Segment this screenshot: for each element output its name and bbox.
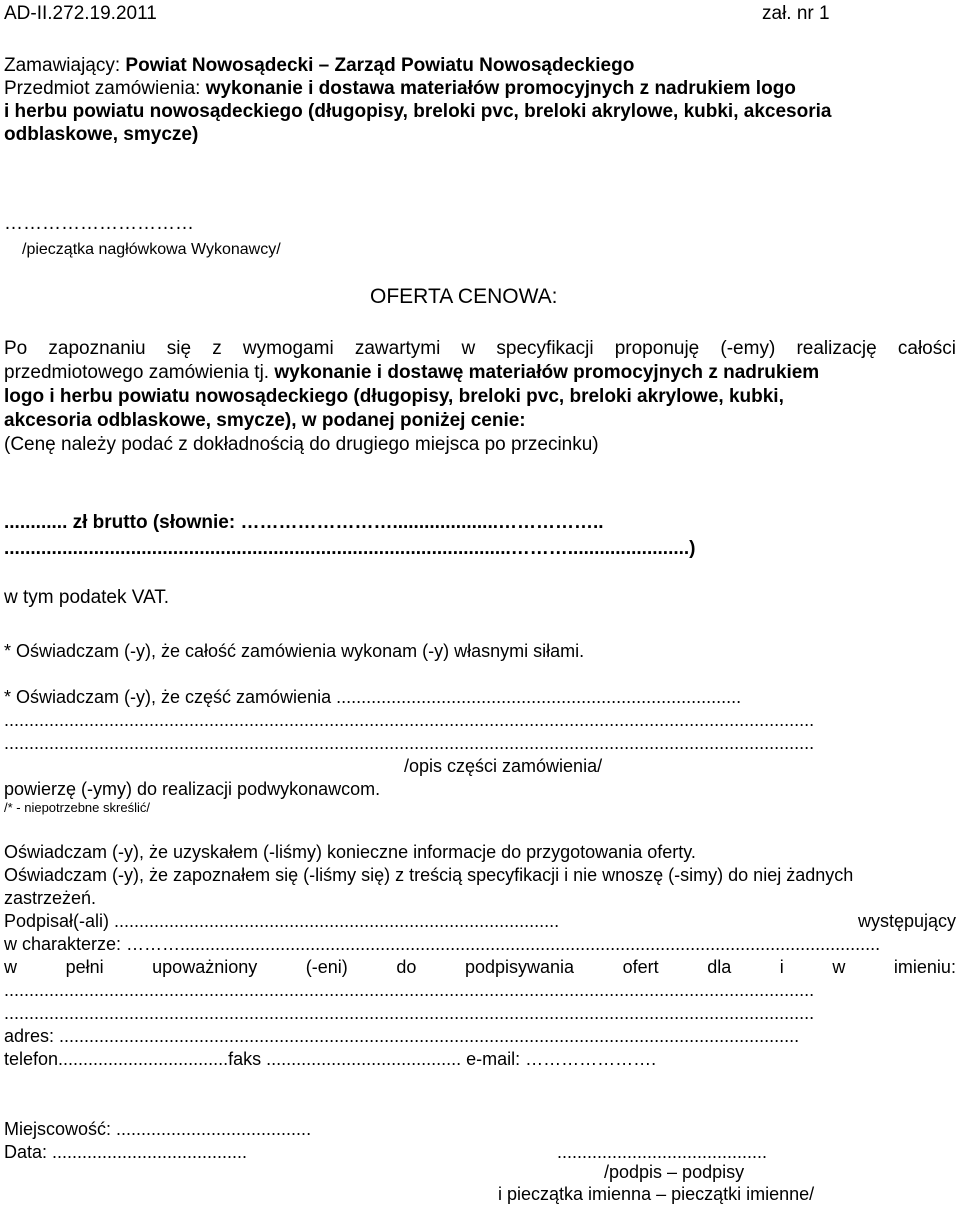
price-line-1: ............ zł brutto (słownie: ……………………....................…………….. — [4, 512, 604, 533]
word: zapoznaniu — [48, 338, 146, 359]
authorized-line — [4, 955, 956, 979]
declaration-info: Oświadczam (-y), że uzyskałem (-liśmy) konieczne informacje do przygotowania oferty. — [4, 842, 696, 862]
date-line: Data: ....................................... — [4, 1142, 248, 1162]
place-line: Miejscowość: ....................................... — [4, 1119, 312, 1139]
document-reference: AD-II.272.19.2011 — [4, 3, 157, 24]
word: dla — [707, 957, 732, 977]
stamp-dots: ………………………… — [4, 213, 194, 234]
body-line-2 — [4, 361, 819, 385]
subject-value-1: wykonanie i dostawa materiałów promocyjnych z nadrukiem logo — [205, 78, 796, 99]
signature-dots: .......................................... — [557, 1142, 768, 1162]
subject-line-3: odblaskowe, smycze) — [4, 124, 199, 145]
dotted-line: .................................................................................................................................................................. — [4, 710, 815, 730]
declaration-own-work: * Oświadczam (-y), że całość zamówienia wykonam (-y) własnymi siłami. — [4, 641, 585, 661]
orderer-value: Powiat Nowosądecki – Zarząd Powiatu Nowosądeckiego — [125, 55, 635, 76]
subcontract-line: powierzę (-ymy) do realizacji podwykonawcom. — [4, 779, 381, 799]
body-line-3: logo i herbu powiatu nowosądeckiego (długopisy, breloki pvc, breloki akrylowe, kubki, — [4, 386, 784, 407]
subject-label: Przedmiot zamówienia: — [4, 78, 206, 99]
declaration-spec-2: zastrzeżeń. — [4, 888, 97, 908]
vat-line: w tym podatek VAT. — [4, 587, 170, 608]
word: do — [396, 957, 417, 977]
word: podpisywania — [464, 957, 575, 977]
orderer-line — [4, 54, 634, 78]
word: w — [461, 338, 476, 359]
dotted-line: .................................................................................................................................................................. — [4, 1003, 815, 1023]
word: (-eni) — [305, 957, 348, 977]
word: całości — [897, 338, 956, 359]
price-line-2: ................................................................................................……….......................) — [4, 538, 696, 559]
dotted-line: .................................................................................................................................................................. — [4, 733, 815, 753]
offer-title: OFERTA CENOWA: — [370, 285, 558, 308]
body-line-1 — [4, 337, 956, 361]
acting-text: występujący — [857, 911, 956, 931]
capacity-line: w charakterze: ………............................................................................................................................................ — [4, 934, 881, 954]
subject-line-2: i herbu powiatu nowosądeckiego (długopisy, breloki pvc, breloki akrylowe, kubki, akcesoria — [4, 101, 832, 122]
subject-line-1 — [4, 77, 796, 101]
word: ofert — [622, 957, 659, 977]
word: specyfikacji — [496, 338, 594, 359]
word: w — [4, 957, 17, 977]
address-line: adres: .................................................................................................................................................... — [4, 1026, 800, 1046]
word: imieniu: — [893, 957, 956, 977]
stamp-label: /pieczątka nagłówkowa Wykonawcy/ — [22, 241, 281, 258]
word: się — [166, 338, 192, 359]
word: Po — [4, 338, 28, 359]
signature-label-2: i pieczątka imienna – pieczątki imienne/ — [498, 1184, 815, 1204]
body-line-4: akcesoria odblaskowe, smycze), w podanej poniżej cenie: — [4, 410, 526, 431]
signature-label-1: /podpis – podpisy — [604, 1162, 745, 1182]
part-description-label: /opis części zamówienia/ — [404, 756, 603, 776]
contact-line: telefon..................................faks ....................................... e-mail: …………………. — [4, 1049, 657, 1069]
word: wymogami — [242, 338, 334, 359]
declaration-part-work: * Oświadczam (-y), że część zamówienia ................................................................................. — [4, 687, 742, 707]
word: w — [832, 957, 846, 977]
attachment-number: zał. nr 1 — [762, 3, 830, 24]
word: realizację — [796, 338, 877, 359]
word: upoważniony — [152, 957, 258, 977]
word: z — [212, 338, 222, 359]
word: i — [779, 957, 784, 977]
orderer-label: Zamawiający: — [4, 55, 126, 76]
word: proponuję — [614, 338, 700, 359]
declaration-spec-1: Oświadczam (-y), że zapoznałem się (-liśmy się) z treścią specyfikacji i nie wnoszę (-simy) do niej żadnych — [4, 865, 854, 885]
word: zawartymi — [354, 338, 441, 359]
word: pełni — [65, 957, 104, 977]
word: (-emy) — [720, 338, 776, 359]
signed-by-text: Podpisał(-ali) ......................................................................................... — [4, 911, 560, 931]
body-plain-text: przedmiotowego zamówienia tj. — [4, 362, 275, 383]
dotted-line: .................................................................................................................................................................. — [4, 980, 815, 1000]
body-bold-text: wykonanie i dostawę materiałów promocyjnych z nadrukiem — [274, 362, 820, 383]
signed-by-line — [4, 909, 956, 933]
footnote: /* - niepotrzebne skreślić/ — [4, 800, 150, 815]
price-precision-note: (Cenę należy podać z dokładnością do drugiego miejsca po przecinku) — [4, 434, 599, 455]
